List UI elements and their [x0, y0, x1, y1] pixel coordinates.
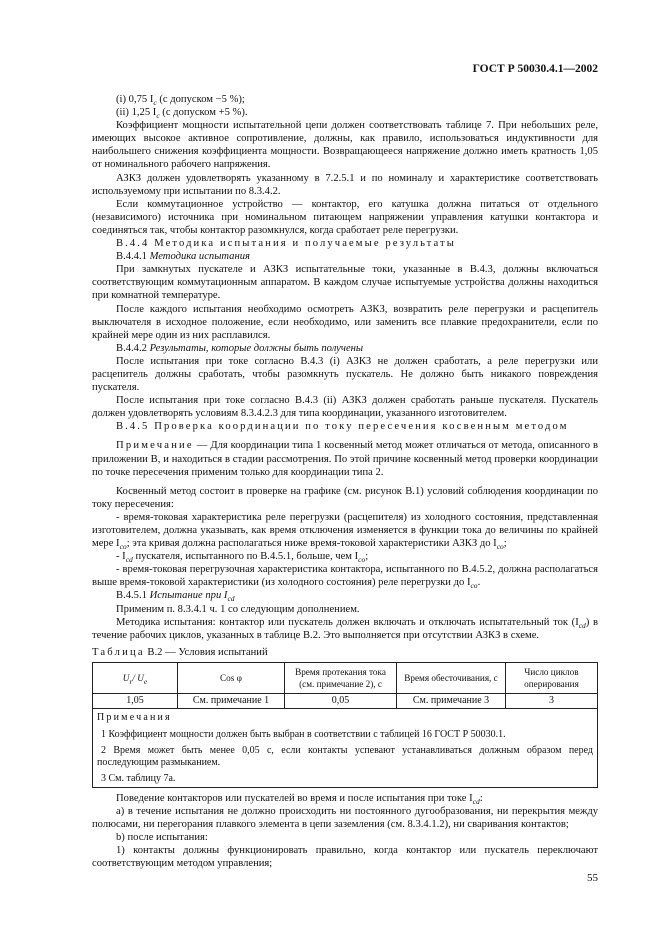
- section-heading-b451: В.4.5.1 Испытание при $I_{cd}$: [116, 590, 235, 604]
- table-header-row: [93, 662, 598, 693]
- document-header: ГОСТ Р 50030.4.1—2002: [472, 63, 598, 75]
- header-ur-ue: $U_r/$ $U_e$: [93, 662, 178, 693]
- list-item-icd: - $I_{cd}$ пускателя, испытанного по В.4.5.1, больше, чем $I_{co}$;: [116, 551, 369, 565]
- header-cycles: Число циклов оперирования: [506, 662, 598, 693]
- section-heading-b44: В.4.4 Методика испытания и получаемые результаты: [116, 238, 456, 250]
- test-conditions-table: [92, 662, 598, 788]
- page-number: 55: [587, 872, 598, 884]
- section-heading-b442: В.4.4.2 Результаты, которые должны быть получены: [116, 342, 364, 354]
- paragraph-contactor-coil: Если коммутационное устройство — контактор, его катушка должна питаться от отдельного (независимого) источника при номинальном питающем напряжении управления катушки контактора и соединяться так, чтобы контактор разомкнулся, когда сработает реле перегрузки.: [92, 198, 598, 236]
- paragraph-result-ii: После испытания при токе согласно В.4.3 (ii) АЗКЗ должен сработать раньше пускателя. Пускатель должен удовлетворять условиям 8.3.4.2.3 для типа координации, указанного изготовителем.: [92, 395, 598, 420]
- table-caption: Таблица В.2 — Условия испытаний: [92, 646, 268, 658]
- paragraph-power-factor: Коэффициент мощности испытательной цепи должен соответствовать таблице 7. При небольших реле, имеющих высокое активное сопротивление, должны, как правило, использоваться индуктивности для наибольшего снижения коэффициента мощности. Возвращающееся напряжение должно иметь кратность 1,05 от номинального рабочего напряжения.: [92, 120, 598, 171]
- list-item-overload: - время-токовая перегрузочная характеристика контактора, испытанного по В.4.5.2, должна располагаться выше время-токовой характеристики (из холодного состояния) реле перегрузки до $I_{co}$.: [92, 564, 598, 591]
- section-heading-b441: В.4.4.1 Методика испытания: [116, 251, 250, 263]
- header-cos-phi: Cos φ: [178, 662, 285, 693]
- cell-ratio: 1,05: [93, 693, 178, 708]
- paragraph-result-i: После испытания при токе согласно В.4.3 (i) АЗКЗ не должен сработать, а реле перегрузки или расцепитель должны сработать, чтобы разомкнуть пускатель. Не должно быть никакого повреждения пускателя.: [92, 355, 598, 394]
- paragraph-current-ii: (ii) 1,25 $I_c$ (с допуском +5 %).: [116, 107, 248, 121]
- list-item-1: 1) контакты должны функционировать правильно, когда контактор или пускатель переключают соответствующим методом управления;: [92, 845, 598, 870]
- list-item-b: b) после испытания:: [116, 832, 208, 844]
- section-heading-b45: В.4.5 Проверка координации по току пересечения косвенным методом: [116, 421, 569, 433]
- table-note: 1 Коэффициент мощности должен быть выбран в соответствии с таблицей 16 ГОСТ Р 50030.1.: [101, 728, 506, 740]
- cell-cycles: 3: [506, 693, 598, 708]
- table-notes-row: [93, 708, 598, 787]
- paragraph-current-i: (i) 0,75 $I_c$ (с допуском −5 %);: [116, 94, 245, 108]
- paragraph-indirect-method: Косвенный метод состоит в проверке на графике (см. рисунок В.1) условий соблюдения координации по току пересечения:: [92, 485, 598, 510]
- paragraph-behaviour: Поведение контакторов или пускателей во время и после испытания при токе $I_{cd}$:: [116, 792, 483, 807]
- cell-current-time: 0,05: [285, 693, 397, 708]
- table-row: [93, 693, 598, 708]
- paragraph-method-test: Методика испытания: контактор или пускатель должен включать и отключать испытательный ток $(I_{cd})$ в течение рабочих циклов, указанных в таблице В.2. Это выполняется при отсутствии АЗКЗ в схеме.: [92, 616, 598, 641]
- cell-deenergize: См. примечание 3: [397, 693, 506, 708]
- table-notes: [93, 708, 598, 787]
- paragraph-azkz: АЗКЗ должен удовлетворять указанному в 7.2.5.1 и по номиналу и характеристике соответствовать используемому при испытании по 8.3.4.2.: [92, 172, 598, 197]
- paragraph-inspection: После каждого испытания необходимо осмотреть АЗКЗ, возвратить реле перегрузки и расцепитель выключателя в исходное положение, если необходимо, или заменить все плавкие предохранители, если по крайней мере один из них расплавился.: [92, 303, 598, 341]
- header-current-time: Время протекания тока (см. примечание 2), с: [285, 662, 397, 693]
- notes-title: Примечания: [97, 711, 172, 723]
- table-note: 3 См. таблицу 7а.: [101, 772, 176, 784]
- list-item-a: а) в течение испытания не должно происходить ни постоянного дугообразования, ни перекрытия между полюсами, ни перегорания плавкого элемента в цепи заземления (см. 8.3.4.1.2), ни сваривания контактов;: [92, 806, 598, 831]
- paragraph-apply: Применим п. 8.3.4.1 ч. 1 со следующим дополнением.: [116, 603, 360, 615]
- paragraph-test-method: При замкнутых пускателе и АЗКЗ испытательные токи, указанные в В.4.3, должны включаться соответствующим коммутационным аппаратом. В каждом случае испытуемые устройства должны находиться при комнатной температуре.: [92, 264, 598, 302]
- table-note: 2 Время может быть менее 0,05 с, если контакты успевают устанавливаться должным образом перед последующим размыканием.: [97, 744, 593, 768]
- cell-cos: См. примечание 1: [178, 693, 285, 708]
- note-paragraph: Примечание — Для координации типа 1 косвенный метод может отличаться от метода, описанного в приложении В, и находиться в стадии рассмотрения. По этой причине косвенный метод проверки координации по точке пересечения применим только для координации типа 2.: [92, 440, 598, 478]
- header-deenergize-time: Время обесточивания, с: [397, 662, 506, 693]
- page-content: [92, 93, 598, 871]
- list-item-characteristic: - время-токовая характеристика реле перегрузки (расцепителя) из холодного состояния, представленная изготовителем, должна указывать, как время отключения изменяется в функции тока до величины по крайней мере $I_{co}$; эта кривая должна располагаться ниже время-токовой характеристики АЗКЗ до $I_{co}$;: [92, 511, 598, 552]
